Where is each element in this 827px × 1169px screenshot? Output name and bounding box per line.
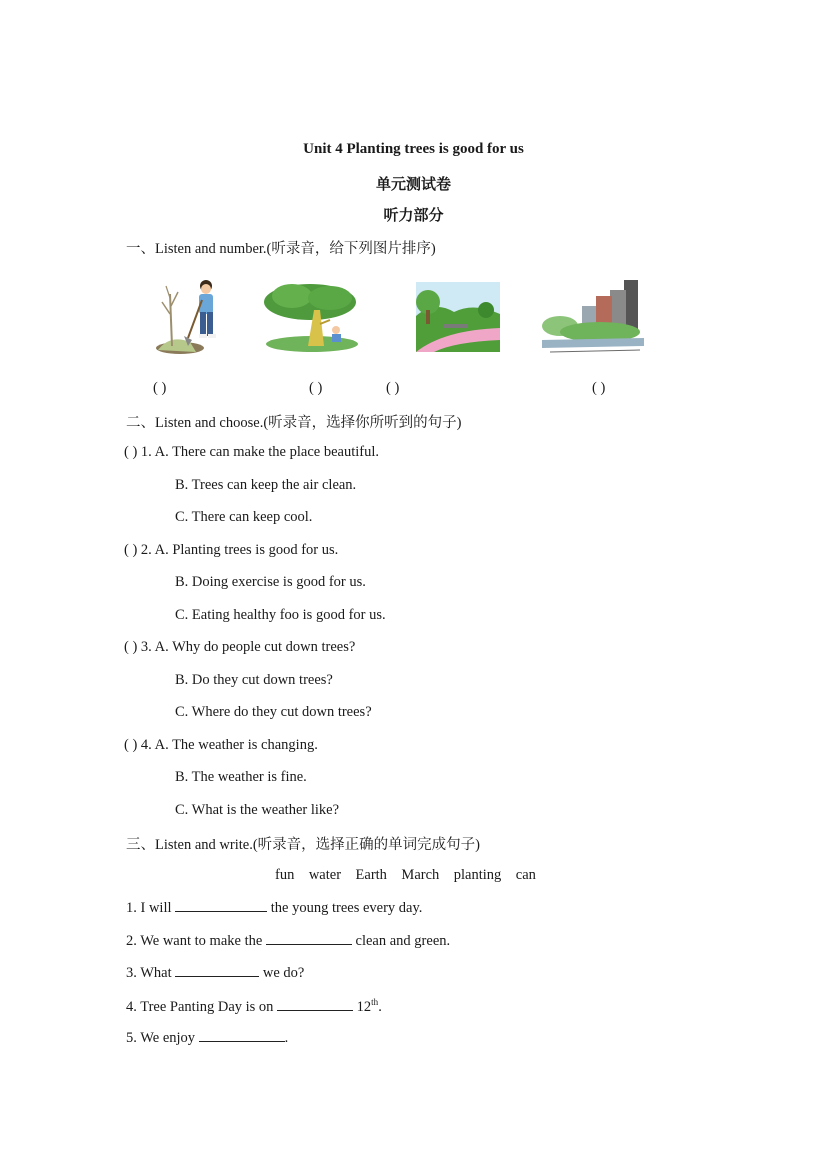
sentence-5-after: . — [284, 1030, 289, 1046]
picture2-answer[interactable]: ( ) — [309, 380, 323, 396]
sentence-5 — [126, 1029, 288, 1047]
sentence-2-blank[interactable] — [266, 932, 352, 945]
sentence-3-after: we do? — [259, 965, 305, 981]
question4-option-c: C. What is the weather like? — [175, 802, 340, 818]
boy-planting-tree-picture — [150, 276, 232, 358]
sentence-2 — [126, 932, 450, 950]
sentence-1-blank[interactable] — [175, 899, 267, 912]
section2-heading: 二、Listen and choose.(听录音，选择你所听到的句子) — [126, 415, 462, 431]
sentence-4-blank[interactable] — [277, 998, 353, 1011]
sentence-1 — [126, 899, 422, 917]
sentence-3-blank[interactable] — [175, 964, 259, 977]
question2-option-a: ( ) 2. A. Planting trees is good for us. — [124, 542, 339, 558]
word-bank: fun water Earth March planting can — [275, 867, 536, 883]
sentence-5-before: 5. We enjoy — [126, 1030, 199, 1046]
sentence-3 — [126, 964, 304, 982]
question1-option-b: B. Trees can keep the air clean. — [175, 477, 357, 493]
child-under-big-tree-picture — [262, 280, 358, 354]
section3-heading: 三、Listen and write.(听录音，选择正确的单词完成句子) — [126, 837, 481, 853]
question2-option-b: B. Doing exercise is good for us. — [175, 574, 366, 590]
sentence-4 — [126, 997, 382, 1016]
question4-option-b: B. The weather is fine. — [175, 769, 307, 785]
sentence-4-sup: th — [371, 997, 379, 1007]
sentence-1-after: the young trees every day. — [267, 900, 423, 916]
sentence-4-after: 12 — [353, 998, 372, 1015]
question3-option-c: C. Where do they cut down trees? — [175, 704, 372, 720]
picture3-answer[interactable]: ( ) — [386, 380, 400, 396]
section1-heading: 一、Listen and number.(听录音，给下列图片排序) — [126, 241, 436, 257]
sentence-4-before: 4. Tree Panting Day is on — [126, 998, 278, 1015]
picture4-answer[interactable]: ( ) — [592, 380, 606, 396]
sentence-3-before: 3. What — [126, 965, 176, 981]
city-buildings-picture — [540, 276, 646, 358]
question3-option-b: B. Do they cut down trees? — [175, 672, 333, 688]
page-subtitle: 单元测试卷 — [375, 177, 451, 193]
question1-option-a: ( ) 1. A. There can make the place beautiful. — [124, 444, 379, 460]
question2-option-c: C. Eating healthy foo is good for us. — [175, 607, 386, 623]
sentence-1-before: 1. I will — [126, 900, 176, 916]
picture1-answer[interactable]: ( ) — [153, 380, 167, 396]
question1-option-c: C. There can keep cool. — [175, 509, 313, 525]
sentence-2-after: clean and green. — [351, 933, 451, 949]
sentence-4-end: . — [378, 998, 382, 1015]
question3-option-a: ( ) 3. A. Why do people cut down trees? — [124, 639, 356, 655]
part-title: 听力部分 — [383, 208, 444, 224]
sentence-5-blank[interactable] — [199, 1029, 285, 1042]
question4-option-a: ( ) 4. A. The weather is changing. — [124, 737, 318, 753]
sentence-2-before: 2. We want to make the — [126, 933, 266, 949]
park-path-picture — [414, 280, 502, 354]
page-title: Unit 4 Planting trees is good for us — [303, 141, 524, 157]
